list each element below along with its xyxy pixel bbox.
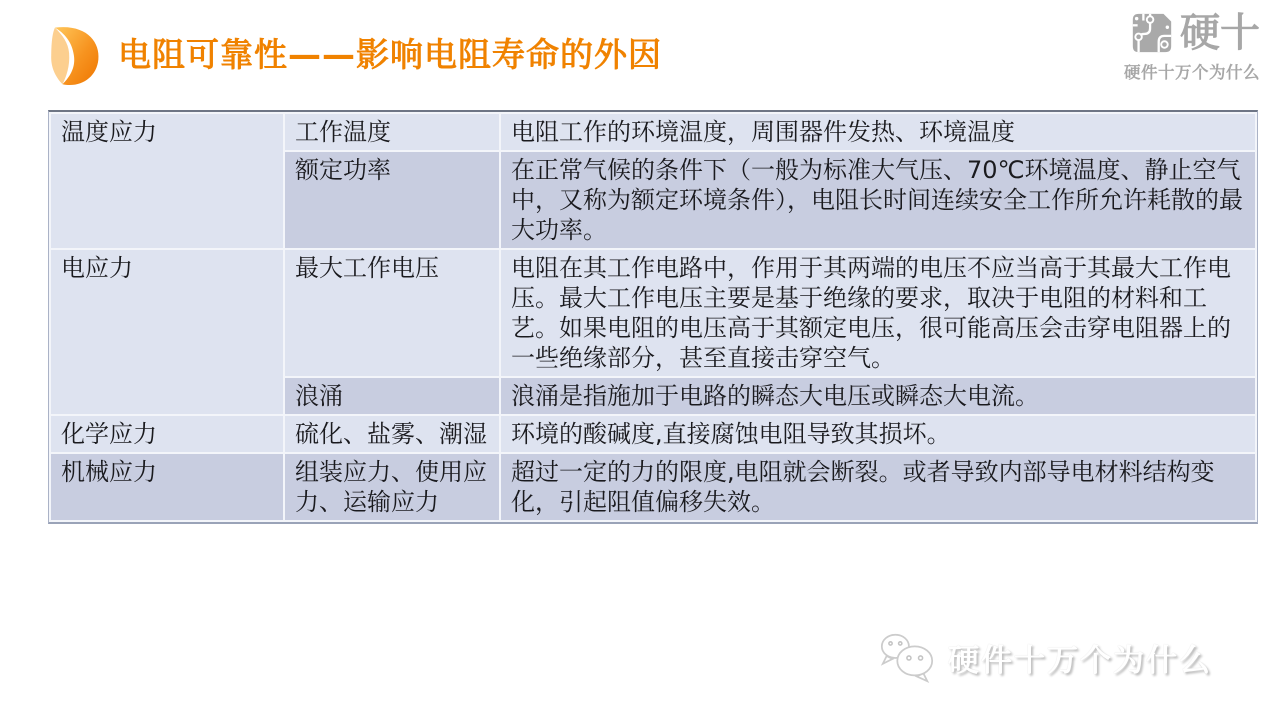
factor-cell: 最大工作电压 bbox=[284, 249, 500, 377]
category-cell: 温度应力 bbox=[50, 113, 284, 249]
category-cell: 化学应力 bbox=[50, 415, 284, 453]
description-cell: 浪涌是指施加于电路的瞬态大电压或瞬态大电流。 bbox=[500, 377, 1256, 415]
category-cell: 电应力 bbox=[50, 249, 284, 415]
factor-cell: 额定功率 bbox=[284, 151, 500, 249]
circuit-board-icon bbox=[1129, 10, 1175, 56]
stress-factors-table bbox=[48, 110, 1258, 524]
factor-cell: 组装应力、使用应力、运输应力 bbox=[284, 453, 500, 521]
factor-cell: 工作温度 bbox=[284, 113, 500, 151]
table-row bbox=[50, 415, 1256, 453]
brand-logo bbox=[1124, 10, 1260, 83]
description-cell: 环境的酸碱度,直接腐蚀电阻导致其损坏。 bbox=[500, 415, 1256, 453]
brand-name: 硬十 bbox=[1180, 10, 1260, 56]
wechat-bubbles-icon bbox=[876, 630, 938, 684]
table-row bbox=[50, 249, 1256, 377]
orange-crescent-icon bbox=[38, 22, 104, 88]
description-cell: 电阻在其工作电路中，作用于其两端的电压不应当高于其最大工作电压。最大工作电压主要是基于绝缘的要求，取决于电阻的材料和工艺。如果电阻的电压高于其额定电压，很可能高压会击穿电阻器上的一些绝缘部分，甚至直接击穿空气。 bbox=[500, 249, 1256, 377]
description-cell: 电阻工作的环境温度，周围器件发热、环境温度 bbox=[500, 113, 1256, 151]
slide-header bbox=[38, 22, 662, 88]
factor-cell: 硫化、盐雾、潮湿 bbox=[284, 415, 500, 453]
watermark-text: 硬件十万个为什么 bbox=[948, 642, 1212, 679]
description-cell: 超过一定的力的限度,电阻就会断裂。或者导致内部导电材料结构变化，引起阻值偏移失效。 bbox=[500, 453, 1256, 521]
table-row bbox=[50, 113, 1256, 151]
brand-logo-row bbox=[1124, 10, 1260, 56]
category-cell: 机械应力 bbox=[50, 453, 284, 521]
page-title: 电阻可靠性——影响电阻寿命的外因 bbox=[118, 34, 662, 74]
watermark bbox=[876, 630, 1212, 684]
description-cell: 在正常气候的条件下（一般为标准大气压、70℃环境温度、静止空气中，又称为额定环境条件），电阻长时间连续安全工作所允许耗散的最大功率。 bbox=[500, 151, 1256, 249]
brand-tagline: 硬件十万个为什么 bbox=[1124, 63, 1260, 82]
table-row bbox=[50, 453, 1256, 521]
factor-cell: 浪涌 bbox=[284, 377, 500, 415]
